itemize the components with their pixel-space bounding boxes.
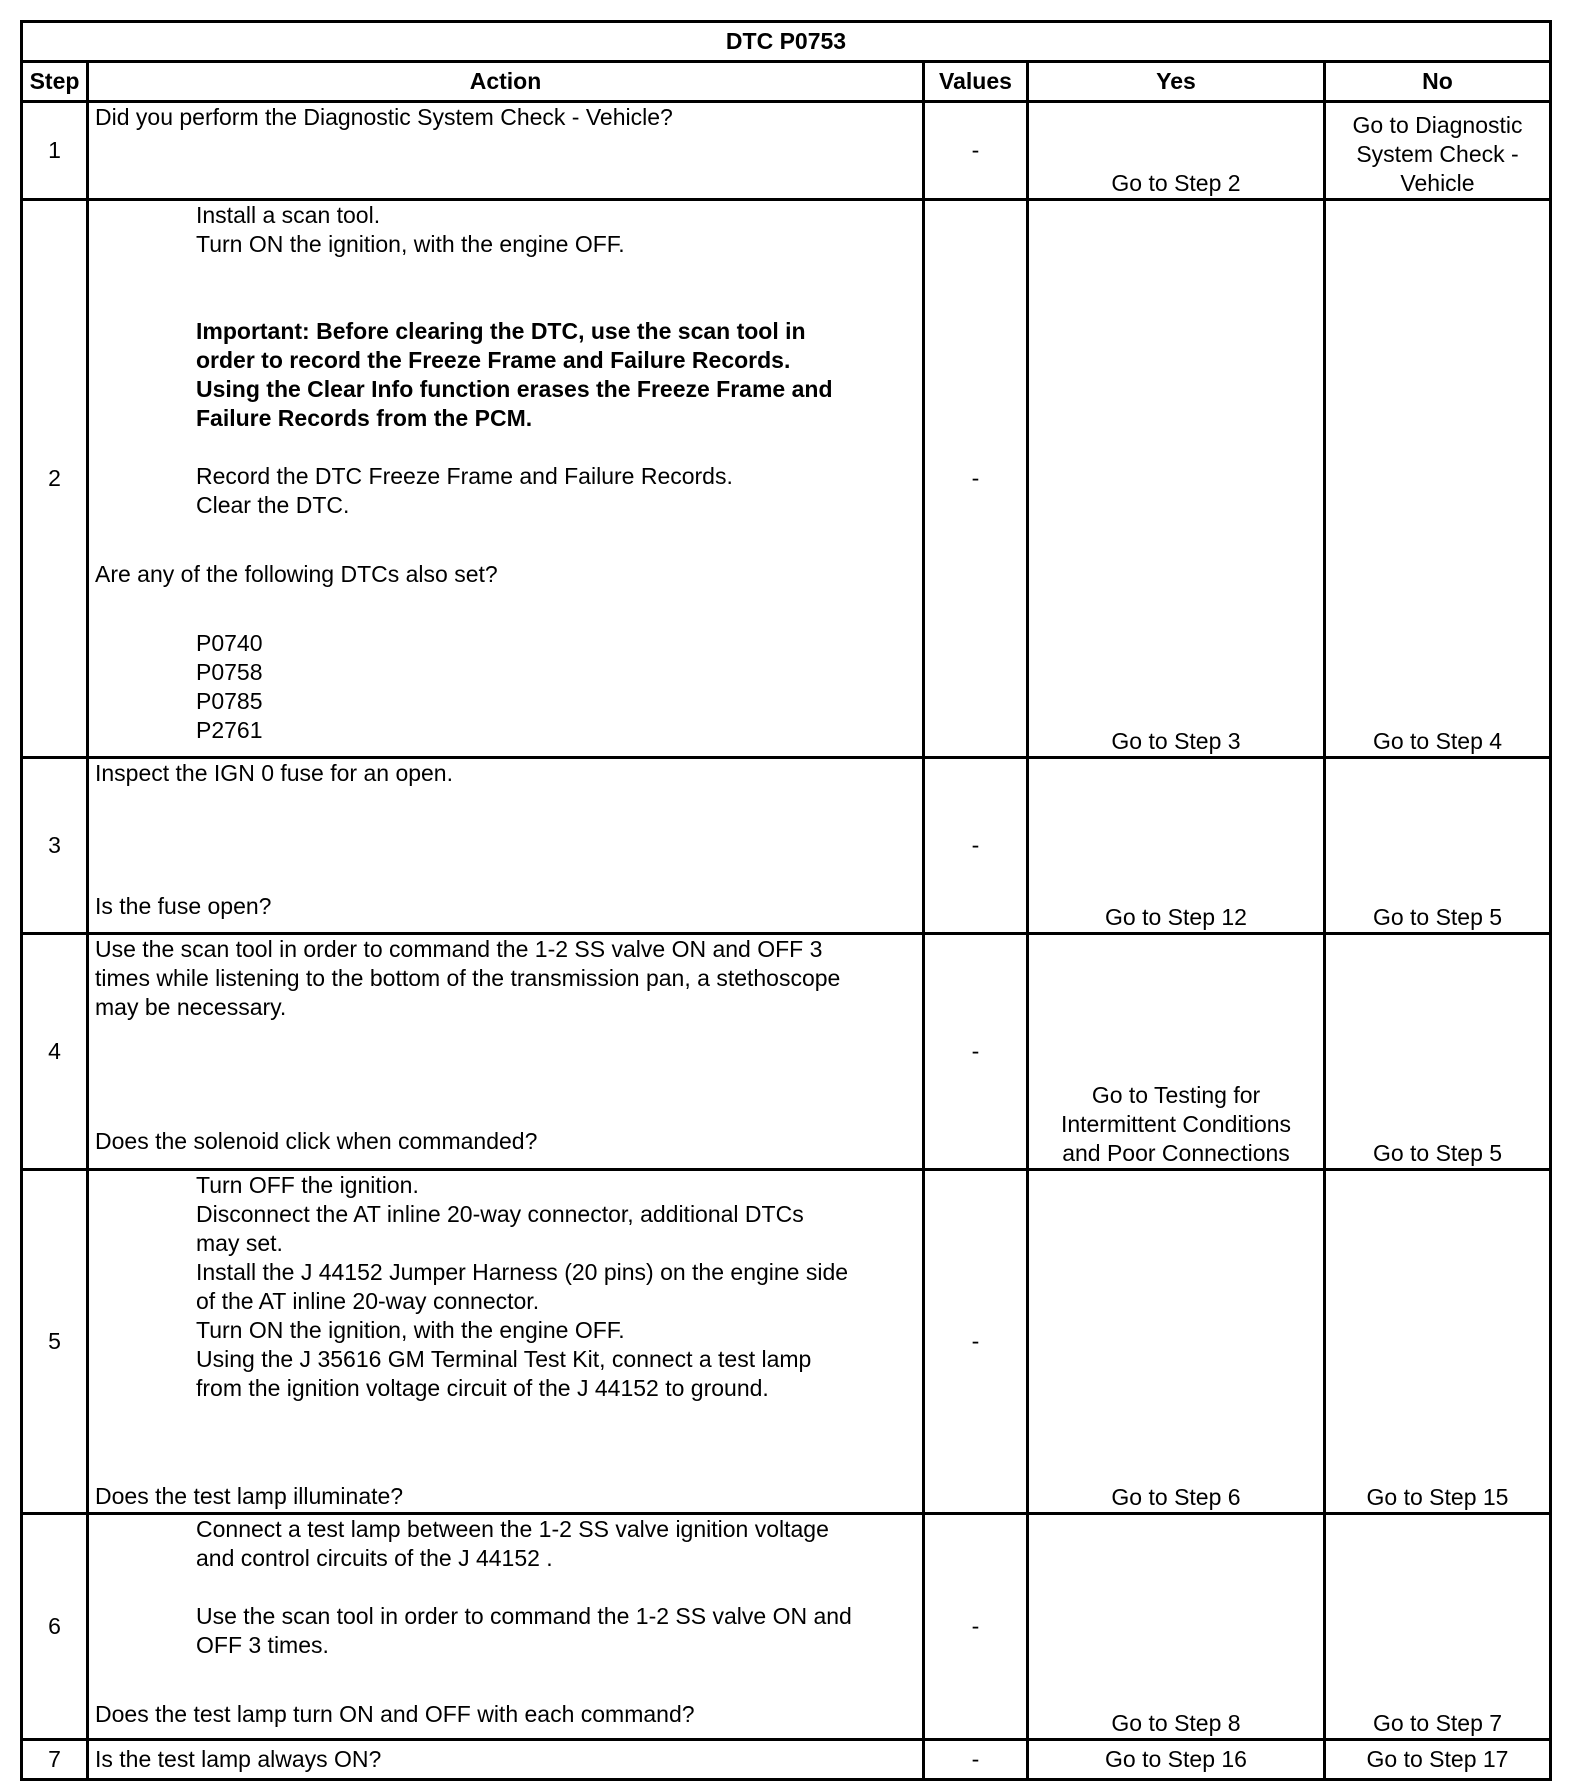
no-cell: Go to Step 4	[1325, 200, 1551, 758]
question-text: Does the test lamp illuminate?	[95, 1483, 404, 1509]
yes-cell: Go to Step 2	[1028, 102, 1325, 200]
action-text: times while listening to the bottom of the transmission pan, a stethoscope	[95, 965, 841, 991]
yes-cell: Go to Step 6	[1028, 1170, 1325, 1514]
no-text: System Check -	[1356, 141, 1519, 167]
no-cell: Go to Step 7	[1325, 1514, 1551, 1740]
action-text: Clear the DTC.	[196, 492, 350, 518]
action-text: from the ignition voltage circuit of the J 44152 to ground.	[196, 1375, 769, 1401]
no-text: Vehicle	[1400, 170, 1475, 196]
table-row	[22, 1514, 1551, 1740]
action-cell	[88, 1514, 924, 1740]
header-yes: Yes	[1028, 62, 1325, 102]
action-cell	[88, 934, 924, 1170]
step-number: 7	[22, 1740, 88, 1780]
values-cell: -	[924, 934, 1028, 1170]
question-text: Are any of the following DTCs also set?	[95, 561, 498, 587]
no-cell: Go to Step 5	[1325, 758, 1551, 934]
no-text: Go to Diagnostic	[1352, 112, 1523, 138]
table-row	[22, 200, 1551, 758]
yes-text: Intermittent Conditions	[1060, 1111, 1292, 1137]
table-row	[22, 758, 1551, 934]
header-step: Step	[22, 62, 88, 102]
yes-cell: Go to Step 8	[1028, 1514, 1325, 1740]
values-cell: -	[924, 1514, 1028, 1740]
action-text: Turn ON the ignition, with the engine OFF.	[196, 231, 625, 257]
values-cell: -	[924, 102, 1028, 200]
action-cell	[88, 1170, 924, 1514]
values-cell: -	[924, 200, 1028, 758]
yes-cell: Go to Step 12	[1028, 758, 1325, 934]
question-text: Does the test lamp turn ON and OFF with each command?	[95, 1701, 695, 1727]
step-number: 5	[22, 1170, 88, 1514]
action-cell	[88, 1740, 924, 1780]
action-text: Disconnect the AT inline 20-way connector, additional DTCs	[196, 1201, 804, 1227]
dtc-code: P2761	[196, 717, 263, 743]
step-number: 1	[22, 102, 88, 200]
dtc-code: P0758	[196, 659, 263, 685]
yes-cell	[1028, 934, 1325, 1170]
action-text: may set.	[196, 1230, 283, 1256]
no-cell: Go to Step 15	[1325, 1170, 1551, 1514]
step-number: 2	[22, 200, 88, 758]
table-row	[22, 1170, 1551, 1514]
action-text: Use the scan tool in order to command the 1-2 SS valve ON and OFF 3	[95, 936, 823, 962]
header-values: Values	[924, 62, 1028, 102]
no-cell	[1325, 102, 1551, 200]
dtc-code: P0785	[196, 688, 263, 714]
action-text: Use the scan tool in order to command the 1-2 SS valve ON and	[196, 1603, 852, 1629]
action-cell	[88, 102, 924, 200]
values-cell: -	[924, 758, 1028, 934]
yes-cell: Go to Step 16	[1028, 1740, 1325, 1780]
action-text: Is the test lamp always ON?	[95, 1746, 382, 1772]
step-number: 3	[22, 758, 88, 934]
table-row	[22, 934, 1551, 1170]
question-text: Is the fuse open?	[95, 893, 272, 919]
important-note: Using the Clear Info function erases the Freeze Frame and	[196, 376, 833, 402]
important-note: order to record the Freeze Frame and Failure Records.	[196, 347, 791, 373]
yes-cell: Go to Step 3	[1028, 200, 1325, 758]
action-text: of the AT inline 20-way connector.	[196, 1288, 540, 1314]
important-note: Important: Before clearing the DTC, use the scan tool in	[196, 318, 806, 344]
action-text: Inspect the IGN 0 fuse for an open.	[95, 760, 453, 786]
action-text: OFF 3 times.	[196, 1632, 329, 1658]
dtc-table	[20, 20, 1552, 1781]
action-text: may be necessary.	[95, 994, 287, 1020]
table-row	[22, 102, 1551, 200]
table-row	[22, 1740, 1551, 1780]
no-cell: Go to Step 17	[1325, 1740, 1551, 1780]
important-note: Failure Records from the PCM.	[196, 405, 533, 431]
step-number: 4	[22, 934, 88, 1170]
action-cell	[88, 758, 924, 934]
action-text: Turn ON the ignition, with the engine OFF.	[196, 1317, 625, 1343]
table-title: DTC P0753	[22, 22, 1551, 62]
header-no: No	[1325, 62, 1551, 102]
action-text: Did you perform the Diagnostic System Check - Vehicle?	[95, 104, 673, 130]
question-text: Does the solenoid click when commanded?	[95, 1128, 538, 1154]
step-number: 6	[22, 1514, 88, 1740]
action-text: and control circuits of the J 44152 .	[196, 1545, 553, 1571]
values-cell: -	[924, 1740, 1028, 1780]
action-text: Install the J 44152 Jumper Harness (20 pins) on the engine side	[196, 1259, 849, 1285]
action-text: Install a scan tool.	[196, 202, 381, 228]
values-cell: -	[924, 1170, 1028, 1514]
action-text: Connect a test lamp between the 1-2 SS valve ignition voltage	[196, 1516, 829, 1542]
action-text: Using the J 35616 GM Terminal Test Kit, connect a test lamp	[196, 1346, 812, 1372]
action-text: Turn OFF the ignition.	[196, 1172, 419, 1198]
yes-text: Go to Testing for	[1091, 1082, 1261, 1108]
yes-text: and Poor Connections	[1062, 1140, 1290, 1166]
dtc-code: P0740	[196, 630, 263, 656]
header-action: Action	[88, 62, 924, 102]
no-cell: Go to Step 5	[1325, 934, 1551, 1170]
action-cell	[88, 200, 924, 758]
action-text: Record the DTC Freeze Frame and Failure Records.	[196, 463, 733, 489]
